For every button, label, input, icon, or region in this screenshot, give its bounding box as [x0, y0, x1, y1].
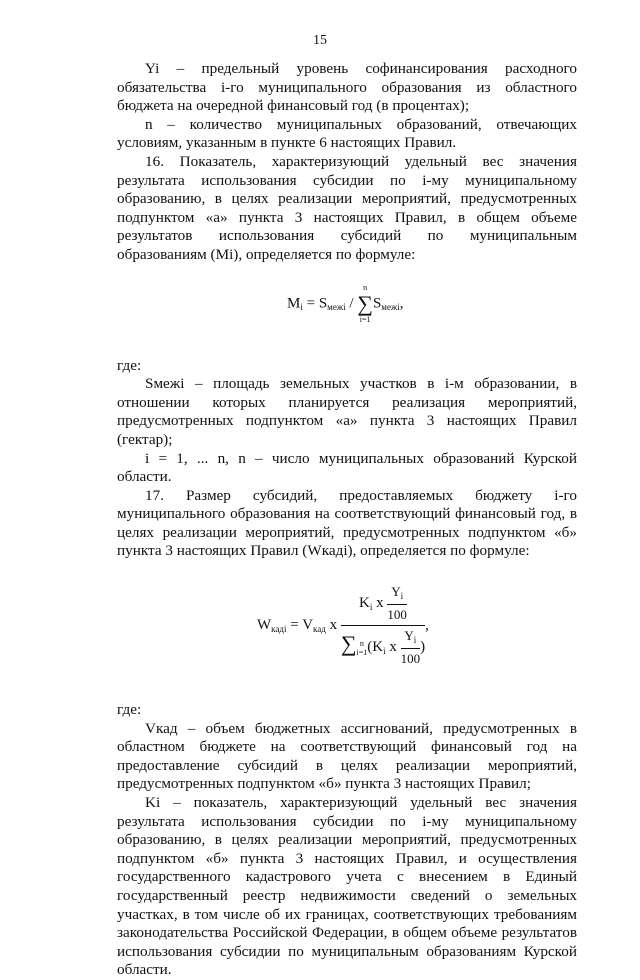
- formula-mi-sum-top: n: [363, 282, 368, 292]
- y-over-100-denominator: $\frac{Y_i}{100}$: [400, 628, 421, 666]
- formula-w-eq: =: [290, 616, 299, 633]
- paragraph-smezh: Sмежi – площадь земельных участков в i-м образовании, в отношении которых планируется реализация мероприятий, предусмотренных подпунктом «а» пункта 3 настоящих Правил (гектар);: [117, 375, 577, 448]
- formula-mi-s2: S: [372, 294, 382, 311]
- formula-mi-s2-sub: межi: [381, 301, 400, 312]
- sum-symbol: ∑: [357, 290, 373, 316]
- paragraph-yi: Yi – предельный уровень софинансирования расходного обязательства i-го муниципального образования из областного бюджета на очередной финансовый год (в процентах);: [117, 60, 577, 115]
- formula-mi-lhs: M: [287, 294, 301, 311]
- formula-mi-div: /: [349, 294, 354, 311]
- formula-w-tail: ,: [425, 617, 429, 634]
- formula-w-numerator: $K_i$ x $\frac{Y_i}{100}$: [341, 583, 425, 626]
- formula-mi-tail: ,: [399, 294, 404, 311]
- formula-mi: [117, 265, 577, 357]
- paragraph-n: n – количество муниципальных образований, отвечающих условиям, указанным в пункте 6 настоящих Правил.: [117, 115, 577, 152]
- where-label-2: где:: [117, 701, 142, 719]
- paragraph-i-range: i = 1, ... n, n – число муниципальных образований Курской области.: [117, 449, 577, 486]
- formula-mi-sum-bottom: i=1: [359, 314, 371, 324]
- paragraph-16: 16. Показатель, характеризующий удельный вес значения результата использования субсидии по i-му муниципальному образованию, в целях реализации мероприятий, предусмотренных подпунктом «а» пункта 3 настоящих Правил, в общем объеме результатов использования субсидий по муниципальным образованиям (Mi), определяется по формуле:: [117, 152, 577, 263]
- where-label-1: где:: [117, 356, 142, 374]
- formula-w-denominator: ∑ n i=1 ($K_i$ x $\frac{Y_i}{100}$ ): [341, 626, 425, 668]
- formula-mi-eq: =: [306, 294, 316, 311]
- formula-w-x: x: [329, 616, 338, 633]
- formula-w-lhs: W: [257, 616, 272, 633]
- formula-w-fraction: [341, 583, 425, 668]
- formula-mi-s1: S: [318, 294, 328, 311]
- formula-w-lhs-sub: кадi: [271, 623, 287, 634]
- document-body: [117, 60, 577, 980]
- y-over-100-numerator: $\frac{Y_i}{100}$: [387, 584, 407, 622]
- formula-w-v: V: [302, 616, 314, 633]
- formula-mi-lhs-sub: i: [300, 301, 303, 312]
- sum-symbol-2: ∑: [340, 631, 357, 657]
- formula-w-v-sub: кад: [313, 623, 326, 634]
- paragraph-ki: Ki – показатель, характеризующий удельный вес значения результата использования субсидии по i-му муниципальному образованию, в целях реализации мероприятий, предусмотренных подпунктом «б» пункта 3 настоящих Правил, и осуществления государственного кадастрового учета с внесением в Единый государственный реестр недвижимости сведений о земельных участках, в том числе об их границах, соответствующих требованиям законодательства Российской Федерации, в общем объеме результатов использования субсидии по муниципальным образованиям Курской области.: [117, 794, 577, 979]
- paragraph-vkad: Vкад – объем бюджетных ассигнований, предусмотренных в областном бюджете на соответствующий финансовый год на предоставление субсидий в целях реализации мероприятий, предусмотренных подпунктом «б» пункта 3 настоящих Правил;: [117, 719, 577, 793]
- page-number: 15: [313, 33, 327, 48]
- paragraph-17: 17. Размер субсидий, предоставляемых бюджету i-го муниципального образования на соответствующий финансовый год, в целях реализации мероприятий, предусмотренных подпунктом «б» пункта 3 настоящих Правил (Wкадi), определяется по формуле:: [117, 486, 577, 560]
- formula-wkad: [117, 561, 577, 701]
- formula-mi-s1-sub: межi: [327, 301, 346, 312]
